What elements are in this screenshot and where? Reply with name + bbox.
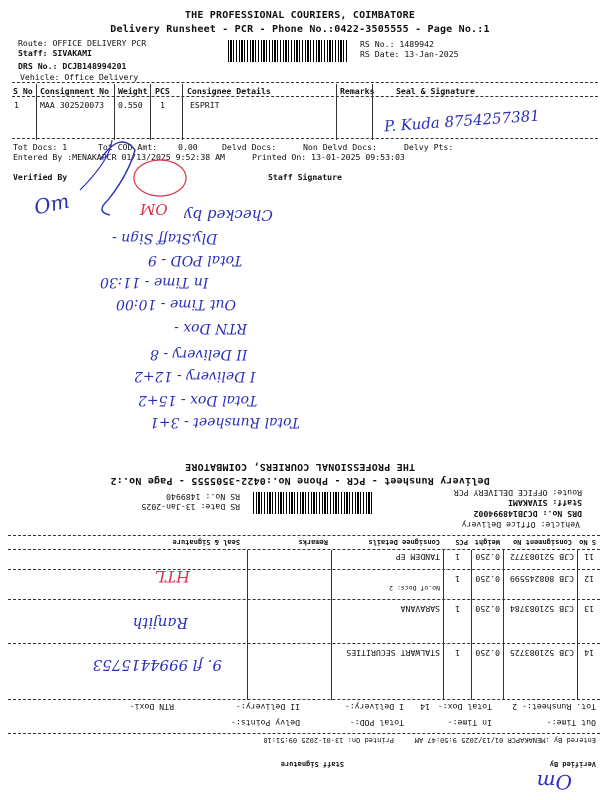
row-pcs: 1 <box>455 574 460 584</box>
rs-date: RS Date: 13-Jan-2025 <box>360 49 459 59</box>
row-sno: 12 <box>584 574 594 584</box>
row-pcs: 1 <box>455 552 460 562</box>
col-sno: S No <box>13 86 33 96</box>
barcode <box>252 492 372 514</box>
drs-number: DRS No.: DCJB148994002 <box>473 509 582 519</box>
company-name: THE PROFESSIONAL COURIERS, COIMBATORE <box>184 10 416 21</box>
rs-number: RS No.: 1489940 <box>166 492 240 502</box>
out-time: Out Time:- <box>546 718 596 728</box>
runsheet-title: Delivery Runsheet - PCR - Phone No.:0422-3505555 - Page No.:2 <box>110 475 490 486</box>
col-consignee: Consignee Details <box>368 538 440 546</box>
verifier-initials: Om <box>536 770 572 794</box>
row-pcs: 1 <box>160 100 165 110</box>
printed-on: Printed On: 13-01-2025 09:51:18 <box>263 736 394 744</box>
total-pod: Total POD:- <box>349 718 404 728</box>
verified-by: Verified By <box>549 760 596 768</box>
page2-rotated <box>0 448 600 798</box>
col-weight: Weight <box>118 86 148 96</box>
in-time: In Time:- <box>447 718 492 728</box>
row-consignment: CJB 521083772 <box>509 552 574 562</box>
handwritten-signature: P. Kuda 8754257381 <box>383 106 541 136</box>
handwritten-signature: HTL <box>154 567 190 586</box>
rtn-dox: RTN Doxi- <box>129 702 174 712</box>
drs-number: DRS No.: DCJB148994201 <box>18 61 127 71</box>
row-weight: 0.250 <box>475 648 500 658</box>
row-weight: 0.250 <box>475 604 500 614</box>
entered-by: Entered By :MENAKAPCR 01/13/2025 9:50:47 AM <box>414 736 596 744</box>
handwritten-signature: 9. fl 9994415753 <box>92 656 222 674</box>
col-remarks: Remarks <box>340 86 375 96</box>
route: Route: OFFICE DELIVERY PCR <box>18 38 147 48</box>
row-sno: 13 <box>584 604 594 614</box>
row-consignee: ESPRIT <box>190 100 220 110</box>
total-dox-value: 14 <box>420 702 430 712</box>
dly-staff-sign: Dly.Staff Sign - <box>112 230 218 246</box>
handwritten-signature: Ranjith <box>132 614 188 632</box>
col-consignee: Consignee Details <box>187 86 271 96</box>
col-signature: Seal & Signature <box>396 86 475 96</box>
tot-cod-value: 0.00 <box>178 142 198 152</box>
row-weight: 0.550 <box>118 100 143 110</box>
non-delvd-docs: Non Delvd Docs: <box>303 142 377 152</box>
vehicle: Vehicle: Office Delivery <box>461 520 580 530</box>
delvd-docs: Delvd Docs: <box>222 142 277 152</box>
staff-signature-label: Staff Signature <box>268 172 342 182</box>
delvy-points: Delvy Points:- <box>230 718 300 728</box>
runsheet-title: Delivery Runsheet - PCR - Phone No.:0422-3505555 - Page No.:1 <box>110 24 490 35</box>
row-sno: 11 <box>584 552 594 562</box>
route: Route: OFFICE DELIVERY PCR <box>453 488 582 498</box>
rtn-dox: RTN Dox - <box>174 320 248 336</box>
row-consignment: CJB 521083725 <box>509 648 574 658</box>
col-weight: Weight <box>474 538 500 546</box>
total-pod: Total POD - 9 <box>148 252 243 268</box>
staff-signature-label: Staff Signature <box>280 760 344 768</box>
checked-by: Checked by <box>184 206 273 224</box>
row-consignment: CJB 808245599 <box>509 574 574 584</box>
rs-number: RS No.: 1489942 <box>360 39 434 49</box>
vehicle: Vehicle: Office Delivery <box>20 72 139 82</box>
col-consignment: Consignment No <box>512 538 572 546</box>
tot-docs: Tot Docs: 1 <box>13 142 68 152</box>
row-consignment: MAA 302520073 <box>40 100 105 110</box>
row-sno: 1 <box>14 100 19 110</box>
row-pcs: 1 <box>455 648 460 658</box>
row-consignment: CJB 521083784 <box>509 604 574 614</box>
tot-cod: Tot COD Amt: <box>98 142 158 152</box>
entered-by: Entered By :MENAKAPCR 01/13/2025 9:52:38 AM <box>13 152 225 162</box>
row-note: No.of Docs: 2 <box>389 584 440 592</box>
total-dox: Total Dox:- <box>437 702 492 712</box>
staff: Staff: SIVAKAMI <box>508 498 582 508</box>
delvy-pts: Delvy Pts: <box>404 142 454 152</box>
col-signature: Seal & Signature <box>172 538 240 546</box>
in-time: In Time - 11:30 <box>100 274 209 290</box>
row-pcs: 1 <box>455 604 460 614</box>
row-consignee: STALWART SECURITIES <box>346 648 440 658</box>
i-delivery: I Delivery:- <box>344 702 404 712</box>
i-delivery: I Delivery - 12+2 <box>134 368 256 384</box>
pen-stroke <box>80 140 112 190</box>
pen-stroke <box>100 142 135 215</box>
col-pcs: PCS <box>455 538 468 546</box>
row-sno: 14 <box>584 648 594 658</box>
ii-delivery: II Delivery:- <box>235 702 300 712</box>
printed-on: Printed On: 13-01-2025 09:53:03 <box>252 152 405 162</box>
out-time: Out Time - 10:00 <box>116 296 236 312</box>
ii-delivery: II Delivery - 8 <box>150 346 248 362</box>
verified-by: Verified By <box>13 172 68 182</box>
col-sno: S No <box>579 538 596 546</box>
rs-date: RS Date: 13-Jan-2025 <box>141 502 240 512</box>
col-pcs: PCS <box>155 86 170 96</box>
row-weight: 0.250 <box>475 552 500 562</box>
company-name: THE PROFESSIONAL COURIERS, COIMBATORE <box>184 461 416 472</box>
col-consignment: Consignment No <box>40 86 110 96</box>
total-dox: Total Dox - 15+2 <box>138 392 258 408</box>
staff: Staff: SIVAKAMI <box>18 48 92 58</box>
seal-stamp <box>134 160 186 196</box>
row-consignee: SARAVANA <box>400 604 440 614</box>
tot-runsheet: Tot. Runsheet:- 2 <box>512 702 596 712</box>
handwritten-initials: Om <box>31 188 72 220</box>
checked-by-initials: OM <box>140 200 168 218</box>
col-remarks: Remarks <box>298 538 328 546</box>
total-runsheet: Total Runsheet - 3+1 <box>150 414 300 430</box>
row-weight: 0.250 <box>475 574 500 584</box>
row-consignee: TANDEM EP <box>395 552 440 562</box>
